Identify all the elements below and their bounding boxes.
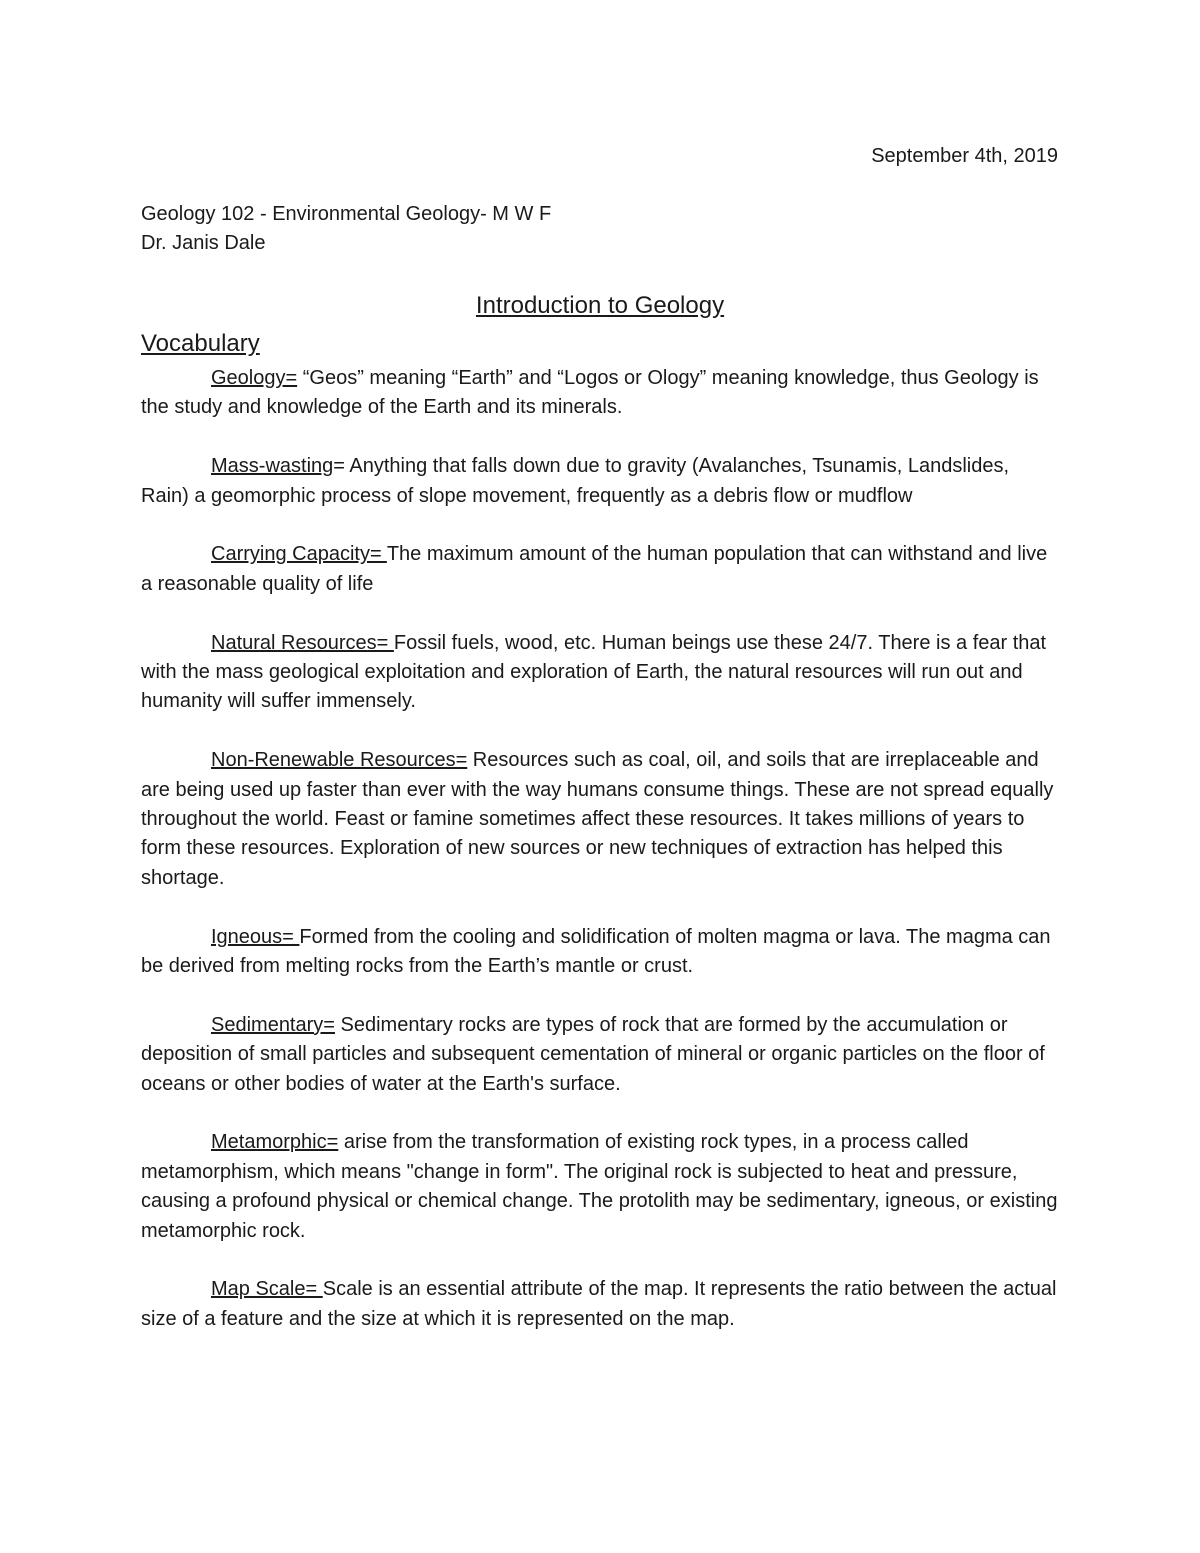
vocabulary-term: Carrying Capacity= — [211, 543, 387, 566]
vocabulary-definition: Resources such as coal, oil, and soils that are irreplaceable and are being used up faster than ever with the way humans consume things. These are not spread equally throughout the world. Feast or famine sometimes affect these resources. It takes millions of years to form these resources. Exploration of new sources or new techniques of extraction has helped this shortage. — [141, 749, 1054, 889]
vocabulary-entry — [141, 540, 1061, 599]
instructor-name: Dr. Janis Dale — [141, 232, 266, 254]
vocabulary-entry — [141, 452, 1061, 511]
vocabulary-list — [141, 364, 1061, 1364]
vocabulary-definition: The maximum amount of the human population that can withstand and live a reasonable quality of life — [141, 543, 1048, 595]
page-title: Introduction to Geology — [475, 292, 725, 319]
vocabulary-term: Mass-wasting — [211, 455, 334, 478]
vocabulary-term: Sedimentary= — [211, 1013, 335, 1036]
vocabulary-term: Natural Resources= — [211, 631, 394, 654]
vocabulary-term: Metamorphic= — [211, 1131, 339, 1154]
vocabulary-entry — [141, 746, 1061, 893]
vocabulary-term: Igneous= — [211, 925, 300, 948]
vocabulary-definition: Fossil fuels, wood, etc. Human beings use these 24/7. There is a fear that with the mass geological exploitation and exploration of Earth, the natural resources will run out and humanity will suffer immensely. — [141, 631, 1047, 713]
vocabulary-definition: = Anything that falls down due to gravity (Avalanches, Tsunamis, Landslides, Rain) a geomorphic process of slope movement, frequently as a debris flow or mudflow — [141, 455, 1010, 507]
vocabulary-definition: Formed from the cooling and solidification of molten magma or lava. The magma can be derived from melting rocks from the Earth’s mantle or crust. — [141, 925, 1051, 978]
vocabulary-entry — [141, 923, 1061, 982]
section-heading: Vocabulary — [141, 330, 260, 357]
vocabulary-definition: arise from the transformation of existing rock types, in a process called metamorphism, which means "change in form". The original rock is subjected to heat and pressure, causing a profound physical or chemical change. The protolith may be sedimentary, igneous, or existing metamorphic rock. — [141, 1131, 1058, 1242]
vocabulary-term: Geology= — [211, 367, 298, 389]
vocabulary-entry — [141, 629, 1061, 717]
vocabulary-definition: Scale is an essential attribute of the map. It represents the ratio between the actual size of a feature and the size at which it is represented on the map. — [141, 1278, 1057, 1330]
vocabulary-entry — [141, 364, 1061, 423]
document-date: September 4th, 2019 — [871, 145, 1058, 167]
vocabulary-definition: “Geos” meaning “Earth” and “Logos or Ology” meaning knowledge, thus Geology is the study and knowledge of the Earth and its minerals. — [141, 367, 1039, 419]
vocabulary-term: Map Scale= — [211, 1278, 323, 1301]
course-title: Geology 102 - Environmental Geology- M W F — [141, 203, 552, 225]
vocabulary-entry — [141, 1128, 1061, 1246]
course-info — [141, 200, 551, 258]
vocabulary-definition: Sedimentary rocks are types of rock that are formed by the accumulation or deposition of small particles and subsequent cementation of mineral or organic particles on the floor of oceans or other bodies of water at the Earth's surface. — [141, 1013, 1045, 1095]
vocabulary-entry — [141, 1275, 1061, 1334]
vocabulary-entry — [141, 1011, 1061, 1099]
vocabulary-term: Non-Renewable Resources= — [211, 749, 468, 772]
